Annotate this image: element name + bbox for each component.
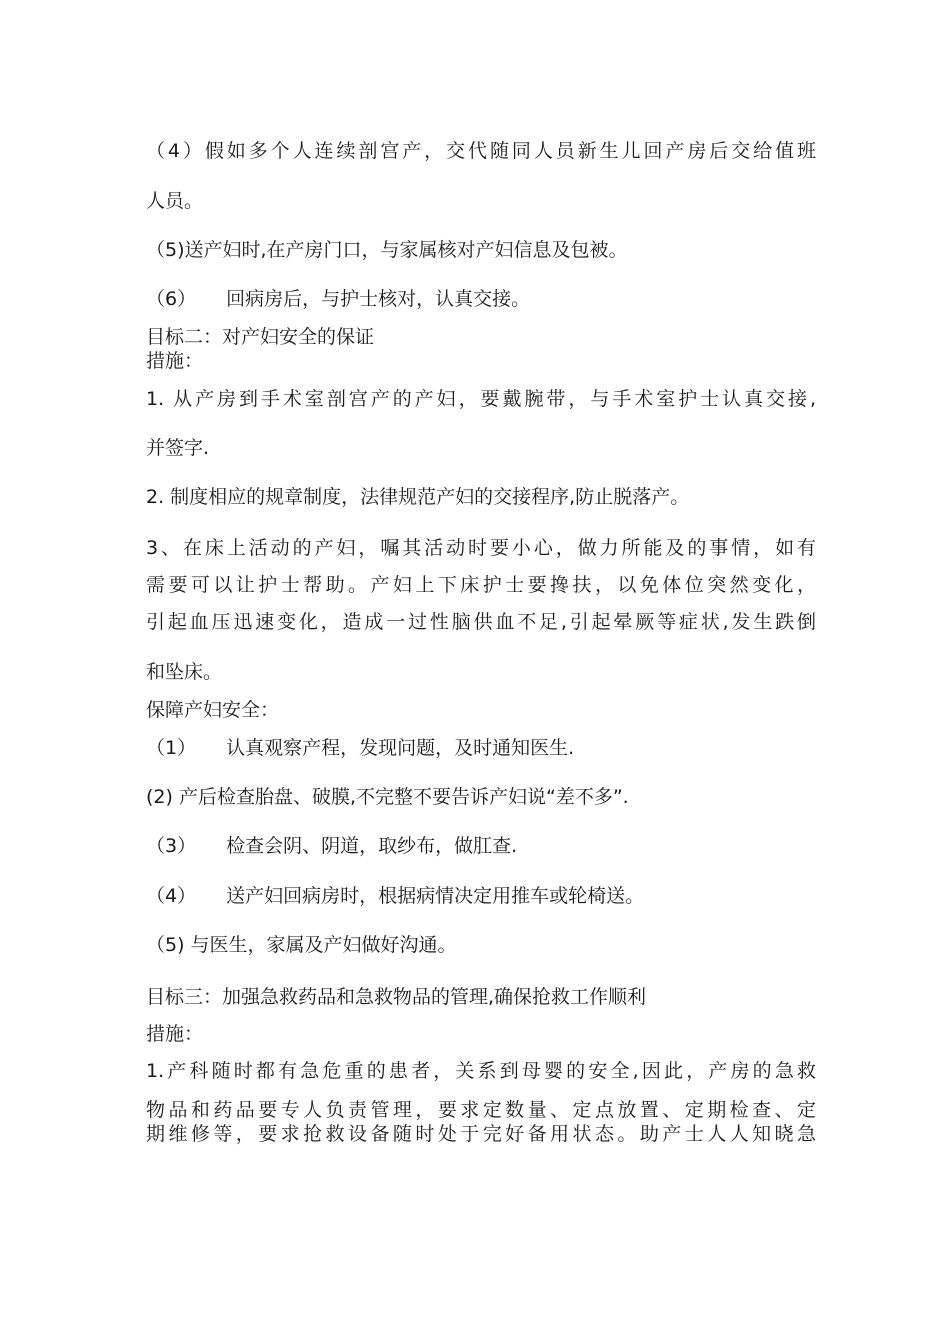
text-line: 期维修等，要求抢救设备随时处于完好备用状态。助产士人人知晓急 — [146, 1123, 816, 1145]
text-line: （5)送产妇时,在产房门口，与家属核对产妇信息及包被。 — [146, 239, 628, 261]
measures-label: 措施： — [146, 350, 204, 372]
text-line: 2. 制度相应的规章制度，法律规范产妇的交接程序,防止脱落产。 — [146, 486, 690, 508]
list-marker: （6） — [146, 288, 197, 310]
section-heading: 保障产妇安全： — [146, 699, 280, 721]
section-heading: 目标二：对产妇安全的保证 — [146, 326, 375, 348]
measures-label: 措施： — [146, 1023, 204, 1045]
text-line: 和坠床。 — [146, 661, 223, 683]
text-line: 1. 从产房到手术室剖宫产的产妇，要戴腕带，与手术室护士认真交接, — [146, 388, 816, 410]
text-line: （5) 与医生，家属及产妇做好沟通。 — [146, 934, 457, 956]
text-line: （4）假如多个人连续剖宫产，交代随同人员新生儿回产房后交给值班 — [146, 140, 816, 162]
text-line: 人员。 — [146, 190, 204, 212]
text-line — [146, 287, 816, 311]
list-item-text: 回病房后，与护士核对，认真交接。 — [226, 288, 531, 310]
list-marker: （3） — [146, 835, 197, 857]
list-marker: （1） — [146, 737, 197, 759]
text-line: 物品和药品要专人负责管理，要求定数量、定点放置、定期检查、定 — [146, 1099, 816, 1121]
text-line: 并签字. — [146, 437, 210, 459]
list-marker: （4） — [146, 885, 197, 907]
text-line — [146, 834, 816, 858]
text-line: 需要可以让护士帮助。产妇上下床护士要搀扶，以免体位突然变化， — [146, 574, 816, 596]
list-item-text: 认真观察产程，发现问题，及时通知医生. — [226, 737, 575, 759]
text-line: 引起血压迅速变化，造成一过性脑供血不足,引起晕厥等症状,发生跌倒 — [146, 611, 816, 633]
text-line — [146, 884, 816, 908]
section-heading: 目标三：加强急救药品和急救物品的管理,确保抢救工作顺利 — [146, 986, 647, 1008]
text-line — [146, 736, 816, 760]
text-line: (2) 产后检查胎盘、破膜,不完整不要告诉产妇说“差不多”. — [146, 786, 629, 808]
list-item-text: 送产妇回病房时，根据病情决定用推车或轮椅送。 — [226, 885, 645, 907]
list-item-text: 检查会阴、阴道，取纱布，做肛查. — [226, 835, 518, 857]
text-line: 3、在床上活动的产妇，嘱其活动时要小心，做力所能及的事情，如有 — [146, 537, 816, 559]
text-line: 1.产科随时都有急危重的患者，关系到母婴的安全,因此，产房的急救 — [146, 1060, 816, 1082]
